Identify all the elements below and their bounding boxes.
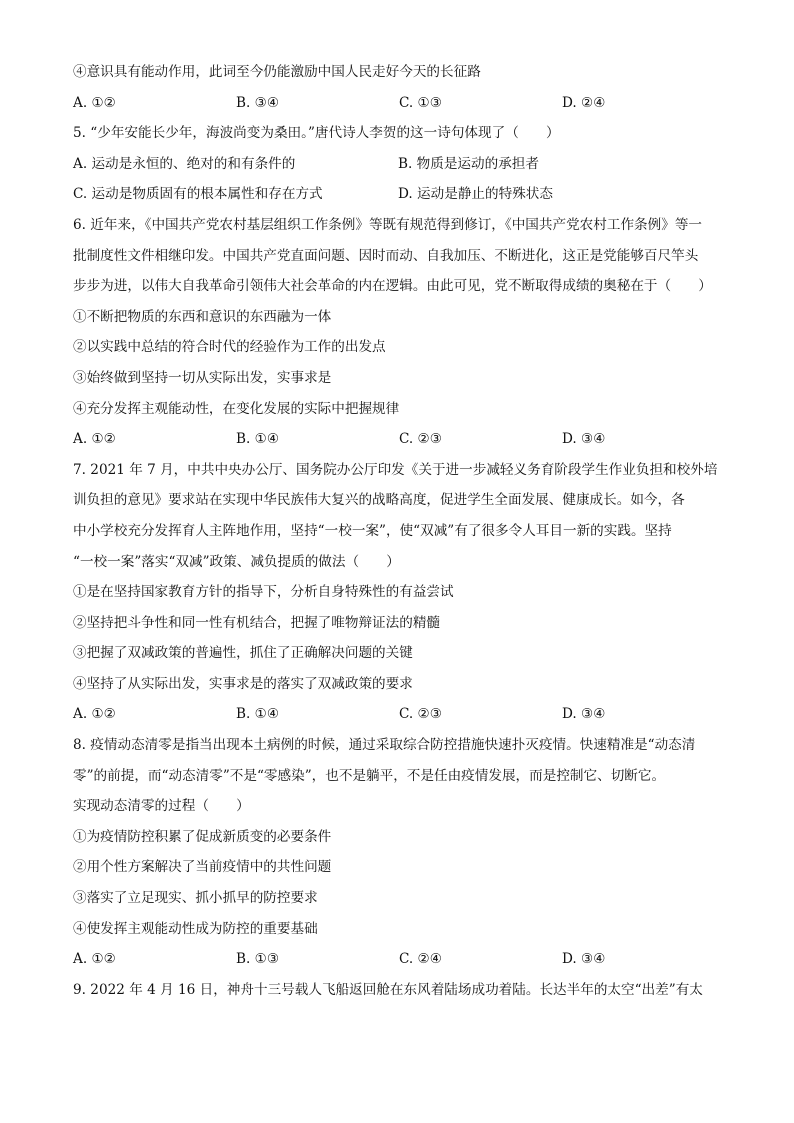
q5-option-b[interactable]: B. 物质是运动的承担者	[398, 155, 539, 172]
q5-options	[73, 154, 723, 174]
q6-stem-line-1: 6. 近年来，《中国共产党农村基层组织工作条例》等既有规范得到修订，《中国共产党农村工作条例》等一	[73, 216, 702, 233]
q4-option-d[interactable]: D. ②④	[562, 94, 606, 111]
q7-stem-line-1: 7. 2021 年 7 月，中共中央办公厅、国务院办公厅印发《关于进一步减轻义务育阶段学生作业负担和校外培	[73, 461, 718, 478]
q5-option-d[interactable]: D. 运动是静止的特殊状态	[398, 186, 553, 203]
q6-statement-1: ①不断把物质的东西和意识的东西融为一体	[73, 308, 332, 325]
q4-options	[73, 93, 723, 113]
q8-option-a[interactable]: A. ①②	[73, 951, 116, 968]
q7-statement-1: ①是在坚持国家教育方针的指导下，分析自身特殊性的有益尝试	[73, 584, 454, 601]
q6-statement-3: ③始终做到坚持一切从实际出发，实事求是	[73, 369, 332, 386]
q8-option-c[interactable]: C. ②④	[399, 951, 442, 968]
q7-stem-line-2: 训负担的意见》要求站在实现中华民族伟大复兴的战略高度，促进学生全面发展、健康成长。如今，各	[73, 492, 685, 509]
q5-option-c[interactable]: C. 运动是物质固有的根本属性和存在方式	[73, 186, 323, 203]
q9-stem-line-1: 9. 2022 年 4 月 16 日，神舟十三号载人飞船返回舱在东风着陆场成功着陆。长达半年的太空“出差”有太	[73, 981, 703, 998]
q8-statement-1: ①为疫情防控积累了促成新质变的必要条件	[73, 828, 332, 845]
q5-stem: 5. “少年安能长少年，海波尚变为桑田。”唐代诗人李贺的这一诗句体现了（ ）	[73, 125, 560, 142]
q8-statement-3: ③落实了立足现实、抓小抓早的防控要求	[73, 890, 318, 907]
q7-option-c[interactable]: C. ②③	[399, 706, 442, 723]
q8-options	[73, 949, 723, 969]
q4-option-b[interactable]: B. ③④	[236, 94, 280, 111]
q8-stem-line-3: 实现动态清零的过程（ ）	[73, 798, 250, 815]
q5-option-a[interactable]: A. 运动是永恒的、绝对的和有条件的	[73, 155, 296, 172]
q8-option-b[interactable]: B. ①③	[236, 951, 280, 968]
q6-option-b[interactable]: B. ①④	[236, 431, 280, 448]
q6-options	[73, 429, 723, 449]
q8-option-d[interactable]: D. ③④	[562, 951, 606, 968]
q4-statement-4: ④意识具有能动作用，此词至今仍能激励中国人民走好今天的长征路	[73, 64, 481, 80]
q7-option-b[interactable]: B. ①④	[236, 706, 280, 723]
exam-page	[73, 62, 723, 1000]
q7-stem-line-4: “一校一案”落实“双减”政策、减负提质的做法（ ）	[73, 553, 400, 570]
q7-statement-3: ③把握了双减政策的普遍性，抓住了正确解决问题的关键	[73, 645, 413, 662]
q5-options-row2	[73, 184, 723, 204]
q8-statement-4: ④使发挥主观能动性成为防控的重要基础	[73, 920, 318, 937]
q8-stem-line-1: 8. 疫情动态清零是指当出现本土病例的时候，通过采取综合防控措施快速扑灭疫情。快速精准是“动态清	[73, 737, 696, 754]
q7-statement-2: ②坚持把斗争性和同一性有机结合，把握了唯物辩证法的精髓	[73, 614, 441, 631]
q6-stem-line-3: 步步为进，以伟大自我革命引领伟大社会革命的内在逻辑。由此可见，党不断取得成绩的奥秘在于（ ）	[73, 278, 712, 295]
q4-option-c[interactable]: C. ①③	[399, 94, 442, 111]
q6-option-c[interactable]: C. ②③	[399, 431, 442, 448]
q6-option-a[interactable]: A. ①②	[73, 431, 116, 448]
q6-stem-line-2: 批制度性文件相继印发。中国共产党直面问题、因时而动、自我加压、不断进化，这正是党能够百尺竿头	[73, 247, 699, 264]
q7-option-d[interactable]: D. ③④	[562, 706, 606, 723]
q6-statement-2: ②以实践中总结的符合时代的经验作为工作的出发点	[73, 339, 386, 356]
q6-option-d[interactable]: D. ③④	[562, 431, 606, 448]
q4-option-a[interactable]: A. ①②	[73, 94, 116, 111]
q8-statement-2: ②用个性方案解决了当前疫情中的共性问题	[73, 859, 332, 876]
q7-statement-4: ④坚持了从实际出发，实事求是的落实了双减政策的要求	[73, 675, 413, 692]
q6-statement-4: ④充分发挥主观能动性，在变化发展的实际中把握规律	[73, 400, 400, 417]
q8-stem-line-2: 零”的前提，而“动态清零”不是“零感染”，也不是躺平，不是任由疫情发展，而是控制它、切断它。	[73, 767, 666, 784]
q7-stem-line-3: 中小学校充分发挥育人主阵地作用，坚持“一校一案”，使“双减”有了很多令人耳目一新的实践。坚持	[73, 522, 672, 539]
q7-option-a[interactable]: A. ①②	[73, 706, 116, 723]
q7-options	[73, 704, 723, 724]
